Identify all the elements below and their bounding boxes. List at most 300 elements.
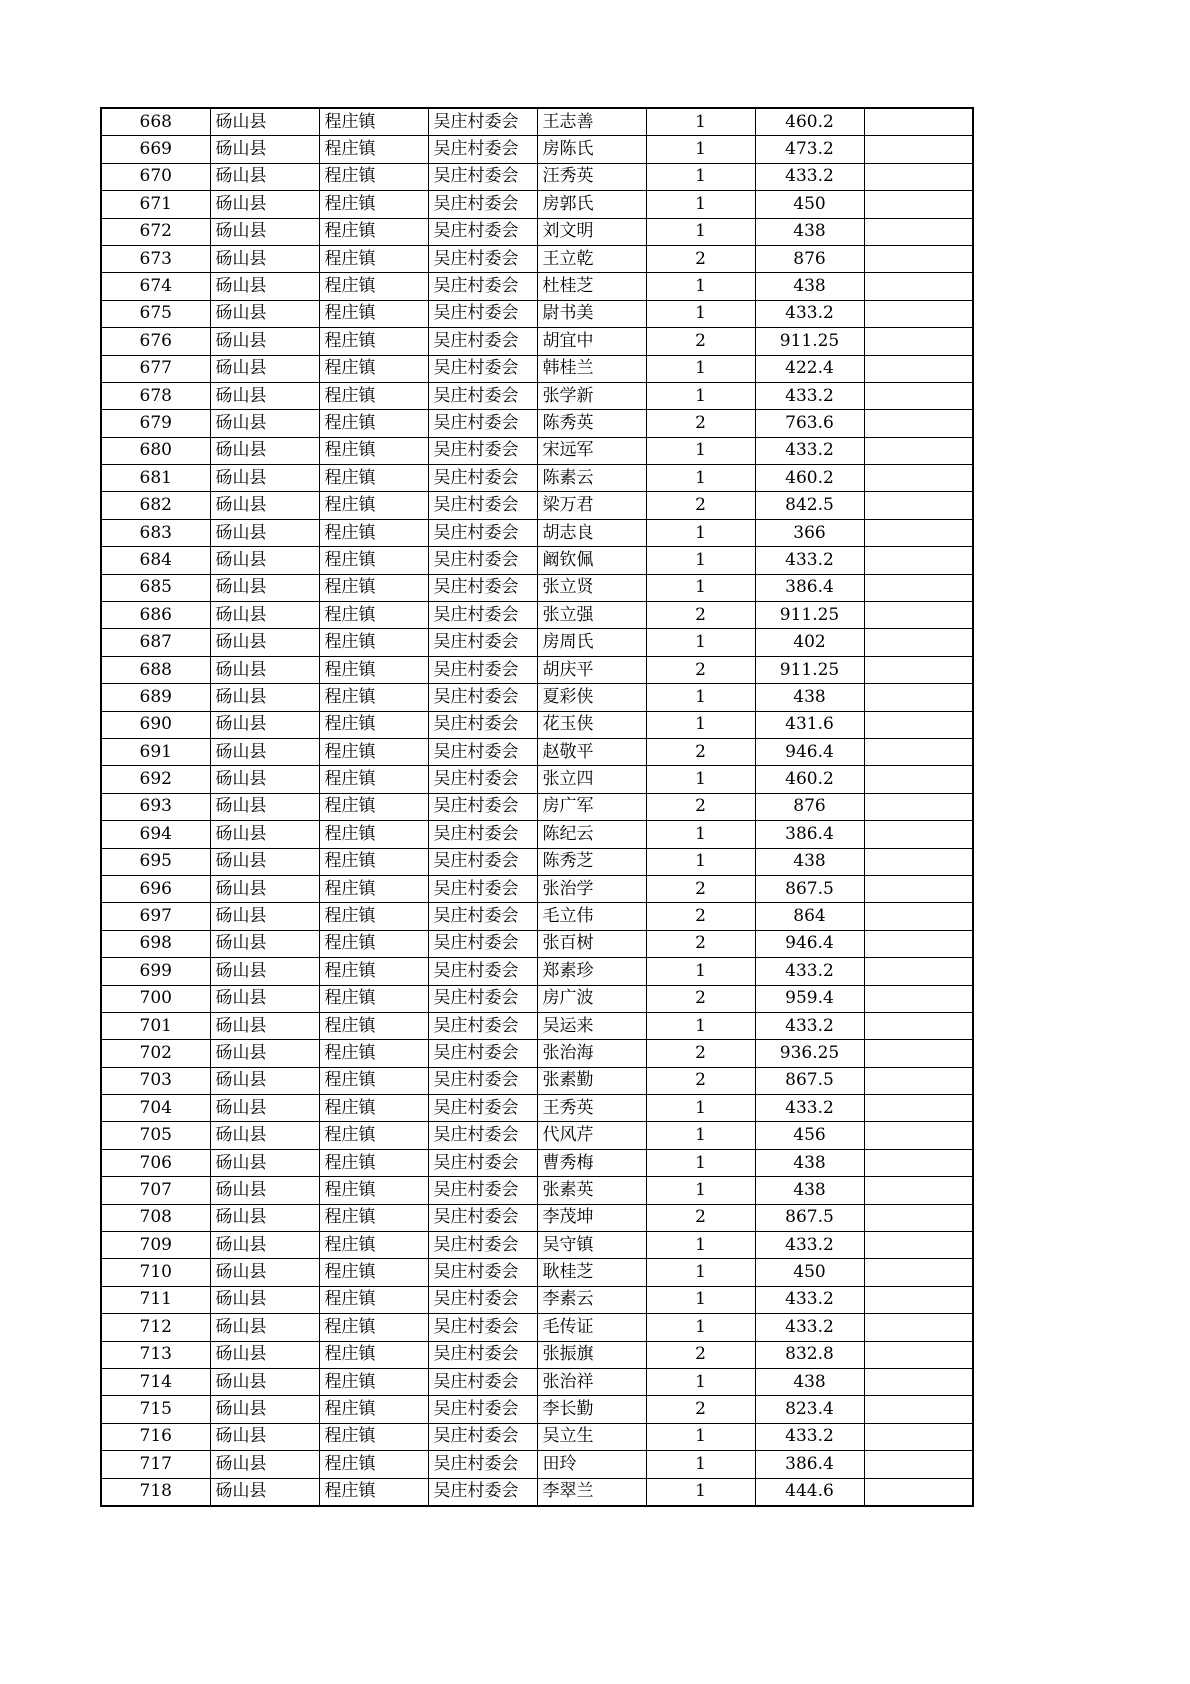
table-row	[101, 1396, 973, 1423]
cell-note	[864, 766, 973, 793]
cell-count: 2	[646, 245, 755, 272]
table-row	[101, 547, 973, 574]
cell-count: 1	[646, 1012, 755, 1039]
cell-county: 砀山县	[210, 1149, 319, 1176]
cell-county: 砀山县	[210, 985, 319, 1012]
cell-note	[864, 1314, 973, 1341]
cell-county: 砀山县	[210, 519, 319, 546]
cell-note	[864, 328, 973, 355]
cell-amount: 433.2	[755, 382, 864, 409]
cell-county: 砀山县	[210, 766, 319, 793]
cell-village: 吴庄村委会	[428, 1012, 537, 1039]
cell-town: 程庄镇	[319, 1067, 428, 1094]
cell-count: 1	[646, 1232, 755, 1259]
table-row	[101, 574, 973, 601]
cell-serial-number: 673	[101, 245, 210, 272]
cell-count: 2	[646, 1396, 755, 1423]
cell-village: 吴庄村委会	[428, 985, 537, 1012]
cell-amount: 386.4	[755, 1451, 864, 1478]
table-row	[101, 1259, 973, 1286]
cell-village: 吴庄村委会	[428, 1149, 537, 1176]
cell-town: 程庄镇	[319, 355, 428, 382]
cell-amount: 402	[755, 629, 864, 656]
cell-serial-number: 687	[101, 629, 210, 656]
cell-serial-number: 697	[101, 903, 210, 930]
cell-serial-number: 707	[101, 1177, 210, 1204]
cell-person-name: 王志善	[537, 108, 646, 136]
cell-count: 2	[646, 1341, 755, 1368]
table-row	[101, 985, 973, 1012]
cell-town: 程庄镇	[319, 1149, 428, 1176]
cell-serial-number: 668	[101, 108, 210, 136]
cell-county: 砀山县	[210, 492, 319, 519]
cell-county: 砀山县	[210, 574, 319, 601]
cell-village: 吴庄村委会	[428, 1368, 537, 1395]
cell-town: 程庄镇	[319, 1396, 428, 1423]
cell-serial-number: 670	[101, 163, 210, 190]
cell-county: 砀山县	[210, 930, 319, 957]
cell-town: 程庄镇	[319, 738, 428, 765]
cell-note	[864, 1368, 973, 1395]
cell-county: 砀山县	[210, 903, 319, 930]
cell-serial-number: 705	[101, 1122, 210, 1149]
cell-note	[864, 1232, 973, 1259]
cell-count: 2	[646, 875, 755, 902]
cell-serial-number: 700	[101, 985, 210, 1012]
cell-town: 程庄镇	[319, 1122, 428, 1149]
cell-county: 砀山县	[210, 711, 319, 738]
cell-village: 吴庄村委会	[428, 382, 537, 409]
table-row	[101, 328, 973, 355]
cell-person-name: 房郭氏	[537, 191, 646, 218]
cell-county: 砀山县	[210, 163, 319, 190]
cell-county: 砀山县	[210, 245, 319, 272]
cell-county: 砀山县	[210, 738, 319, 765]
cell-count: 1	[646, 1286, 755, 1313]
cell-amount: 823.4	[755, 1396, 864, 1423]
cell-note	[864, 108, 973, 136]
cell-serial-number: 669	[101, 136, 210, 163]
cell-count: 2	[646, 656, 755, 683]
table-row	[101, 355, 973, 382]
cell-county: 砀山县	[210, 355, 319, 382]
cell-person-name: 张立贤	[537, 574, 646, 601]
table-row	[101, 1341, 973, 1368]
cell-village: 吴庄村委会	[428, 656, 537, 683]
cell-count: 1	[646, 958, 755, 985]
cell-serial-number: 714	[101, 1368, 210, 1395]
table-row	[101, 1204, 973, 1231]
cell-town: 程庄镇	[319, 629, 428, 656]
cell-note	[864, 519, 973, 546]
cell-town: 程庄镇	[319, 821, 428, 848]
cell-person-name: 张治学	[537, 875, 646, 902]
table-row	[101, 1286, 973, 1313]
cell-note	[864, 711, 973, 738]
cell-town: 程庄镇	[319, 930, 428, 957]
cell-note	[864, 1204, 973, 1231]
cell-person-name: 李翠兰	[537, 1478, 646, 1506]
cell-village: 吴庄村委会	[428, 793, 537, 820]
cell-village: 吴庄村委会	[428, 1259, 537, 1286]
cell-village: 吴庄村委会	[428, 574, 537, 601]
cell-amount: 460.2	[755, 766, 864, 793]
cell-note	[864, 547, 973, 574]
cell-county: 砀山县	[210, 1040, 319, 1067]
cell-serial-number: 708	[101, 1204, 210, 1231]
cell-town: 程庄镇	[319, 300, 428, 327]
cell-county: 砀山县	[210, 629, 319, 656]
cell-county: 砀山县	[210, 1177, 319, 1204]
cell-village: 吴庄村委会	[428, 1423, 537, 1450]
cell-person-name: 曹秀梅	[537, 1149, 646, 1176]
cell-county: 砀山县	[210, 1451, 319, 1478]
cell-count: 1	[646, 273, 755, 300]
cell-village: 吴庄村委会	[428, 930, 537, 957]
cell-town: 程庄镇	[319, 1259, 428, 1286]
cell-town: 程庄镇	[319, 437, 428, 464]
cell-county: 砀山县	[210, 300, 319, 327]
cell-note	[864, 1122, 973, 1149]
cell-county: 砀山县	[210, 410, 319, 437]
cell-serial-number: 682	[101, 492, 210, 519]
cell-village: 吴庄村委会	[428, 711, 537, 738]
cell-village: 吴庄村委会	[428, 903, 537, 930]
cell-serial-number: 681	[101, 465, 210, 492]
cell-count: 2	[646, 410, 755, 437]
cell-county: 砀山县	[210, 218, 319, 245]
cell-serial-number: 696	[101, 875, 210, 902]
table-row	[101, 492, 973, 519]
cell-count: 2	[646, 602, 755, 629]
cell-town: 程庄镇	[319, 1478, 428, 1506]
cell-serial-number: 706	[101, 1149, 210, 1176]
cell-town: 程庄镇	[319, 1286, 428, 1313]
cell-serial-number: 674	[101, 273, 210, 300]
cell-town: 程庄镇	[319, 136, 428, 163]
cell-note	[864, 1451, 973, 1478]
cell-note	[864, 465, 973, 492]
cell-village: 吴庄村委会	[428, 547, 537, 574]
cell-town: 程庄镇	[319, 218, 428, 245]
table-row	[101, 1368, 973, 1395]
cell-county: 砀山县	[210, 1286, 319, 1313]
cell-amount: 450	[755, 1259, 864, 1286]
cell-amount: 366	[755, 519, 864, 546]
cell-note	[864, 191, 973, 218]
cell-person-name: 梁万君	[537, 492, 646, 519]
cell-serial-number: 690	[101, 711, 210, 738]
cell-count: 1	[646, 547, 755, 574]
cell-count: 1	[646, 766, 755, 793]
cell-note	[864, 1149, 973, 1176]
cell-village: 吴庄村委会	[428, 492, 537, 519]
cell-note	[864, 930, 973, 957]
cell-person-name: 张素勤	[537, 1067, 646, 1094]
cell-county: 砀山县	[210, 136, 319, 163]
cell-note	[864, 1177, 973, 1204]
cell-note	[864, 602, 973, 629]
cell-person-name: 张立强	[537, 602, 646, 629]
cell-amount: 386.4	[755, 821, 864, 848]
cell-serial-number: 712	[101, 1314, 210, 1341]
cell-amount: 936.25	[755, 1040, 864, 1067]
data-table	[100, 107, 974, 1507]
cell-town: 程庄镇	[319, 328, 428, 355]
cell-count: 1	[646, 1149, 755, 1176]
cell-amount: 946.4	[755, 738, 864, 765]
cell-person-name: 张振旗	[537, 1341, 646, 1368]
table-row	[101, 382, 973, 409]
cell-count: 1	[646, 382, 755, 409]
cell-village: 吴庄村委会	[428, 1232, 537, 1259]
table-row	[101, 108, 973, 136]
table-row	[101, 958, 973, 985]
cell-village: 吴庄村委会	[428, 1095, 537, 1122]
cell-serial-number: 686	[101, 602, 210, 629]
cell-note	[864, 300, 973, 327]
cell-serial-number: 693	[101, 793, 210, 820]
cell-village: 吴庄村委会	[428, 328, 537, 355]
cell-serial-number: 677	[101, 355, 210, 382]
cell-count: 1	[646, 465, 755, 492]
cell-serial-number: 683	[101, 519, 210, 546]
cell-village: 吴庄村委会	[428, 1478, 537, 1506]
cell-village: 吴庄村委会	[428, 738, 537, 765]
cell-count: 2	[646, 903, 755, 930]
cell-note	[864, 1012, 973, 1039]
table-row	[101, 519, 973, 546]
cell-village: 吴庄村委会	[428, 273, 537, 300]
cell-person-name: 陈秀英	[537, 410, 646, 437]
cell-serial-number: 701	[101, 1012, 210, 1039]
cell-person-name: 吴运来	[537, 1012, 646, 1039]
cell-town: 程庄镇	[319, 1012, 428, 1039]
cell-person-name: 房广波	[537, 985, 646, 1012]
cell-person-name: 李茂坤	[537, 1204, 646, 1231]
cell-town: 程庄镇	[319, 547, 428, 574]
cell-person-name: 胡宜中	[537, 328, 646, 355]
cell-count: 2	[646, 1067, 755, 1094]
cell-county: 砀山县	[210, 273, 319, 300]
cell-county: 砀山县	[210, 875, 319, 902]
cell-amount: 864	[755, 903, 864, 930]
cell-serial-number: 718	[101, 1478, 210, 1506]
cell-village: 吴庄村委会	[428, 1177, 537, 1204]
cell-county: 砀山县	[210, 547, 319, 574]
cell-note	[864, 1040, 973, 1067]
cell-amount: 959.4	[755, 985, 864, 1012]
cell-person-name: 毛立伟	[537, 903, 646, 930]
table-row	[101, 629, 973, 656]
cell-town: 程庄镇	[319, 1095, 428, 1122]
cell-count: 1	[646, 1259, 755, 1286]
cell-person-name: 代风芹	[537, 1122, 646, 1149]
cell-note	[864, 1286, 973, 1313]
cell-town: 程庄镇	[319, 602, 428, 629]
cell-person-name: 郑素珍	[537, 958, 646, 985]
cell-note	[864, 1095, 973, 1122]
cell-county: 砀山县	[210, 382, 319, 409]
table-row	[101, 465, 973, 492]
cell-county: 砀山县	[210, 602, 319, 629]
cell-person-name: 张百树	[537, 930, 646, 957]
cell-amount: 867.5	[755, 875, 864, 902]
cell-note	[864, 848, 973, 875]
cell-serial-number: 672	[101, 218, 210, 245]
cell-person-name: 张素英	[537, 1177, 646, 1204]
cell-amount: 433.2	[755, 1095, 864, 1122]
cell-amount: 433.2	[755, 300, 864, 327]
cell-person-name: 张治海	[537, 1040, 646, 1067]
cell-county: 砀山县	[210, 821, 319, 848]
table-row	[101, 738, 973, 765]
cell-serial-number: 692	[101, 766, 210, 793]
table-row	[101, 273, 973, 300]
cell-village: 吴庄村委会	[428, 355, 537, 382]
table-body	[101, 108, 973, 1506]
cell-amount: 867.5	[755, 1067, 864, 1094]
cell-amount: 867.5	[755, 1204, 864, 1231]
table-row	[101, 410, 973, 437]
cell-person-name: 吴立生	[537, 1423, 646, 1450]
cell-village: 吴庄村委会	[428, 1067, 537, 1094]
table-row	[101, 1451, 973, 1478]
cell-note	[864, 218, 973, 245]
cell-count: 1	[646, 821, 755, 848]
cell-serial-number: 704	[101, 1095, 210, 1122]
cell-serial-number: 711	[101, 1286, 210, 1313]
cell-amount: 842.5	[755, 492, 864, 519]
table-row	[101, 684, 973, 711]
cell-note	[864, 163, 973, 190]
cell-town: 程庄镇	[319, 273, 428, 300]
cell-count: 1	[646, 1478, 755, 1506]
cell-serial-number: 709	[101, 1232, 210, 1259]
cell-amount: 444.6	[755, 1478, 864, 1506]
cell-town: 程庄镇	[319, 1451, 428, 1478]
cell-county: 砀山县	[210, 108, 319, 136]
cell-town: 程庄镇	[319, 1423, 428, 1450]
table-row	[101, 245, 973, 272]
cell-count: 2	[646, 930, 755, 957]
cell-count: 1	[646, 684, 755, 711]
cell-town: 程庄镇	[319, 848, 428, 875]
cell-county: 砀山县	[210, 1259, 319, 1286]
cell-person-name: 陈秀芝	[537, 848, 646, 875]
table-row	[101, 1478, 973, 1506]
cell-village: 吴庄村委会	[428, 766, 537, 793]
cell-town: 程庄镇	[319, 875, 428, 902]
cell-town: 程庄镇	[319, 985, 428, 1012]
cell-count: 1	[646, 519, 755, 546]
cell-town: 程庄镇	[319, 684, 428, 711]
cell-serial-number: 717	[101, 1451, 210, 1478]
cell-town: 程庄镇	[319, 1341, 428, 1368]
table-row	[101, 191, 973, 218]
cell-amount: 433.2	[755, 547, 864, 574]
cell-person-name: 尉书美	[537, 300, 646, 327]
cell-county: 砀山县	[210, 1478, 319, 1506]
cell-amount: 438	[755, 273, 864, 300]
cell-person-name: 耿桂芝	[537, 1259, 646, 1286]
table-row	[101, 930, 973, 957]
cell-town: 程庄镇	[319, 1204, 428, 1231]
cell-amount: 911.25	[755, 602, 864, 629]
cell-serial-number: 678	[101, 382, 210, 409]
cell-village: 吴庄村委会	[428, 465, 537, 492]
cell-note	[864, 1396, 973, 1423]
cell-amount: 438	[755, 848, 864, 875]
cell-note	[864, 821, 973, 848]
cell-note	[864, 793, 973, 820]
cell-town: 程庄镇	[319, 191, 428, 218]
cell-town: 程庄镇	[319, 903, 428, 930]
cell-village: 吴庄村委会	[428, 875, 537, 902]
cell-town: 程庄镇	[319, 1177, 428, 1204]
cell-county: 砀山县	[210, 1122, 319, 1149]
cell-count: 1	[646, 629, 755, 656]
cell-village: 吴庄村委会	[428, 191, 537, 218]
cell-person-name: 赵敬平	[537, 738, 646, 765]
table-row	[101, 848, 973, 875]
table-row	[101, 1012, 973, 1039]
cell-count: 1	[646, 1451, 755, 1478]
cell-county: 砀山县	[210, 328, 319, 355]
table-row	[101, 656, 973, 683]
cell-village: 吴庄村委会	[428, 1204, 537, 1231]
cell-village: 吴庄村委会	[428, 1314, 537, 1341]
cell-county: 砀山县	[210, 656, 319, 683]
cell-amount: 433.2	[755, 1012, 864, 1039]
cell-amount: 433.2	[755, 958, 864, 985]
cell-amount: 433.2	[755, 437, 864, 464]
cell-village: 吴庄村委会	[428, 1286, 537, 1313]
cell-amount: 460.2	[755, 465, 864, 492]
cell-person-name: 陈纪云	[537, 821, 646, 848]
cell-town: 程庄镇	[319, 1314, 428, 1341]
cell-village: 吴庄村委会	[428, 1341, 537, 1368]
cell-village: 吴庄村委会	[428, 602, 537, 629]
cell-serial-number: 684	[101, 547, 210, 574]
cell-village: 吴庄村委会	[428, 848, 537, 875]
cell-serial-number: 671	[101, 191, 210, 218]
cell-note	[864, 410, 973, 437]
cell-count: 2	[646, 738, 755, 765]
table-row	[101, 875, 973, 902]
cell-count: 1	[646, 108, 755, 136]
cell-count: 1	[646, 1122, 755, 1149]
cell-amount: 431.6	[755, 711, 864, 738]
cell-note	[864, 1423, 973, 1450]
cell-amount: 438	[755, 1368, 864, 1395]
cell-note	[864, 355, 973, 382]
cell-village: 吴庄村委会	[428, 163, 537, 190]
cell-county: 砀山县	[210, 1232, 319, 1259]
cell-count: 1	[646, 163, 755, 190]
table-row	[101, 136, 973, 163]
cell-person-name: 韩桂兰	[537, 355, 646, 382]
cell-person-name: 陈素云	[537, 465, 646, 492]
cell-count: 2	[646, 1204, 755, 1231]
cell-note	[864, 875, 973, 902]
cell-count: 1	[646, 191, 755, 218]
cell-amount: 422.4	[755, 355, 864, 382]
table-row	[101, 1314, 973, 1341]
table-row	[101, 1095, 973, 1122]
cell-serial-number: 702	[101, 1040, 210, 1067]
cell-county: 砀山县	[210, 848, 319, 875]
